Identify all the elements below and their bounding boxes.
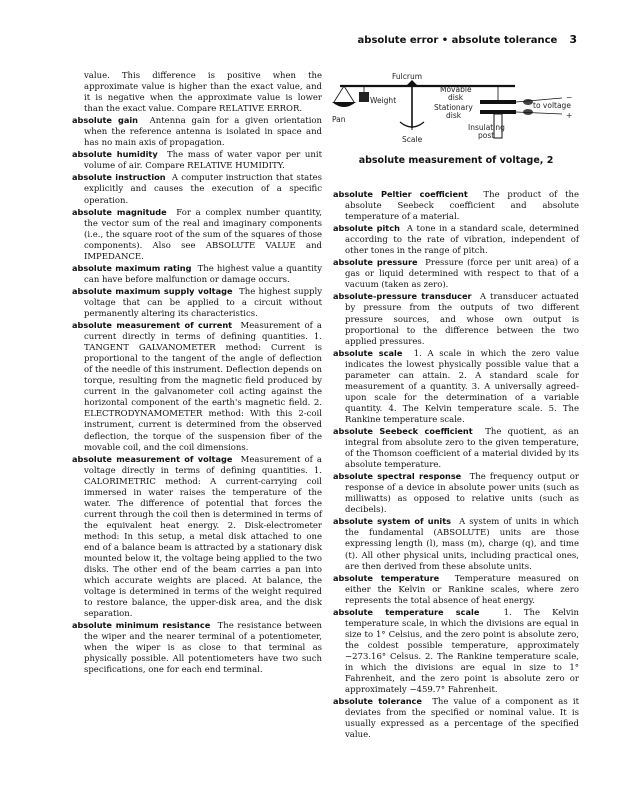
entry-term: absolute temperature scale (333, 606, 480, 617)
entry-definition: The highest value a quantity can have before malfunction or damage occurs. (84, 263, 323, 285)
label-to-voltage: to voltage (533, 101, 571, 110)
dictionary-entry (72, 115, 322, 149)
entry-definition: Measurement of a current directly in terms of defining quantities. 1. TANGENT GALVANOMETER method: Current is proportional to the tangent of the angle of deflection of the needle of this instrument. Deflection depends on torque, resulting from the magnetic field produced by current in the galvanometer coil acting against the horizontal component of the earth's magnetic field. 2. ELECTRODYNAMOMETER method: With this 2-coil instrument, current is determined from the observed deflection, the torque of the suspension fiber of the movable coil, and the coil dimensions. (84, 321, 322, 453)
entry-term: absolute maximum supply voltage (72, 285, 233, 296)
entry-term: absolute pitch (333, 223, 400, 234)
label-scale: Scale (402, 135, 423, 144)
entry-term: absolute Peltier coefficient (333, 189, 468, 199)
dictionary-entry (72, 263, 322, 286)
dictionary-entry (333, 223, 579, 257)
dictionary-entry (333, 516, 579, 572)
entry-definition: A transducer actuated by pressure from the outputs of two different pressure sources, and whose own output is proportional to the difference between the two applied pressures. (345, 292, 579, 347)
entry-definition: A tone in a standard scale, determined according to the rate of vibration, independent of other tones in the range of pitch. (345, 224, 580, 257)
entry-definition: A system of units in which the fundamental (ABSOLUTE) units are those expressing length (l), mass (m), charge (q), and time (t). All other physical units, including practical ones, are then derived from these absolute units. (345, 517, 579, 572)
dictionary-entry (72, 320, 322, 454)
label-stationary-2: disk (446, 111, 462, 120)
pan (332, 102, 356, 107)
label-pan: Pan (332, 115, 346, 124)
dictionary-entry (333, 348, 579, 426)
label-plus: + (566, 111, 573, 120)
entry-definition: Antenna gain for a given orientation when the reference antenna is isolated in space and has no main axis of propagation. (84, 116, 323, 149)
entry-definition: The frequency output or response of a device in absolute power units (such as milliwatts) as opposed to relative units (such as decibels). (345, 472, 579, 516)
entry-definition: The value of a component as it deviates from the specified or nominal value. It is usually expressed as a percentage of the specified value. (345, 697, 579, 741)
dictionary-entry (333, 426, 579, 471)
dictionary-entry (333, 607, 579, 696)
entry-term: absolute instruction (72, 172, 166, 183)
entry-definition: The quotient, as an integral from absolute zero to the given temperature, of the Thomson coefficient of a material divided by its absolute temperature. (345, 426, 579, 471)
entry-term: absolute minimum resistance (72, 620, 211, 631)
entry-term: absolute tolerance (333, 696, 422, 707)
label-movable-1: Movable (440, 85, 472, 94)
label-weight: Weight (370, 96, 397, 105)
entry-term: absolute scale (333, 347, 403, 358)
label-insulating-2: post (478, 131, 495, 140)
dictionary-entry (72, 620, 322, 676)
entry-definition: 1. A scale in which the zero value indicates the lowest physically possible value that a parameter can attain. 2. A standard scale for measurement of a quantity. 3. A universally agreed-upon scale for the determination of a variable quantity. 4. The Kelvin temperature scale. 5. The Rankine temperature scale. (345, 348, 580, 425)
entry-term: absolute measurement of voltage (72, 453, 233, 464)
entry-definition: value. This difference is positive when the approximate value is higher than the exact value, and it is negative when the approximate value is lower than the exact value. Compare RELATIVE ERROR. (84, 71, 322, 115)
label-stationary-1: Stationary (434, 103, 473, 112)
dictionary-entry (72, 286, 322, 320)
disk-electrometer-diagram (330, 70, 580, 155)
entry-term: absolute spectral response (333, 471, 462, 482)
entry-term: absolute system of units (333, 516, 452, 527)
entry-term: absolute Seebeck coefficient (333, 425, 473, 436)
entry-term: absolute magnitude (72, 206, 167, 217)
dictionary-entry (333, 291, 579, 347)
dictionary-entry (333, 257, 579, 291)
entry-definition: Pressure (force per unit area) of a gas or liquid determined with respect to that of a vacuum (taken as zero). (345, 258, 579, 291)
dictionary-entry (72, 172, 322, 206)
dictionary-entry (72, 454, 322, 621)
voltage-lead-plus (516, 112, 562, 114)
entry-definition: A computer instruction that states explicitly and causes the execution of a specific operation. (84, 173, 323, 206)
label-insulating-1: Insulating (468, 123, 505, 132)
running-title: absolute error • absolute tolerance (357, 35, 558, 46)
insulator-upper (523, 99, 533, 105)
entry-definition: The product of the absolute Seebeck coefficient and absolute temperature of a material. (345, 190, 579, 223)
weight (359, 92, 369, 102)
dictionary-entry (333, 696, 579, 741)
entry-definition: The highest supply voltage that can be applied to a circuit without permanently altering its characteristics. (84, 286, 322, 319)
label-minus: − (566, 93, 573, 102)
entry-definition: Measurement of a voltage directly in terms of defining quantities. 1. CALORIMETRIC method: A current-carrying coil immersed in water raises the temperature of the water. The difference of potential that forces the current through the coil then is determined in terms of the equivalent heat energy. 2. Disk-electrometer method: In this setup, a metal disk attached to one end of a balance beam is attracted by a stationary disk mounted below it, the voltage being applied to the two disks. The other end of the beam carries a pan into which accurate weights are placed. At balance, the voltage is determined in terms of the weight required to restore balance, the upper-disk area, and the disk separation. (84, 454, 322, 620)
entry-definition: The mass of water vapor per unit volume of air. Compare RELATIVE HUMIDITY. (84, 150, 322, 172)
movable-disk (480, 100, 516, 104)
label-movable-2: disk (448, 93, 464, 102)
entry-definition: For a complex number quantity, the vector sum of the real and imaginary components (i.e., the square root of the sum of the squares of those components). Also see ABSOLUTE VALUE and IMPEDANCE. (84, 207, 323, 262)
dictionary-entry (333, 573, 579, 607)
entry-definition: The resistance between the wiper and the nearer terminal of a potentiometer, when the wiper is as close to that terminal as physically possible. All potentiometers have two such specifications, one for each end terminal. (84, 621, 323, 676)
dictionary-entry (72, 207, 322, 263)
entry-term: absolute measurement of current (72, 320, 233, 331)
entry-term: absolute gain (72, 115, 138, 126)
entry-term: absolute-pressure transducer (333, 291, 472, 302)
entry-term: absolute maximum rating (72, 262, 192, 273)
entry-term: absolute humidity (72, 149, 158, 160)
dictionary-entry (72, 70, 322, 115)
right-column (333, 189, 579, 741)
entry-term: absolute temperature (333, 572, 440, 583)
entry-term: absolute pressure (333, 257, 418, 268)
page-number: 3 (569, 33, 577, 46)
dictionary-entry (333, 471, 579, 516)
entry-definition: Temperature measured on either the Kelvin or Rankine scales, where zero represents the total absence of heat energy. (345, 573, 580, 606)
dictionary-entry (333, 189, 579, 223)
label-fulcrum: Fulcrum (392, 72, 423, 81)
stationary-disk (480, 110, 516, 114)
entry-definition: 1. The Kelvin temperature scale, in which the divisions are equal in size to 1° Celsius, and the zero point is absolute zero, the coldest possible temperature, approximately −273.16° Celsus. 2. The Rankine temperature scale, in which the divisions are equal in size to 1° Fahrenheit, and the zero point is absolute zero or approximately −459.7° Fahrenheit. (345, 607, 580, 696)
dictionary-entry (72, 149, 322, 172)
running-head (358, 33, 577, 46)
left-column (72, 70, 322, 677)
figure-caption: absolute measurement of voltage, 2 (358, 155, 554, 166)
